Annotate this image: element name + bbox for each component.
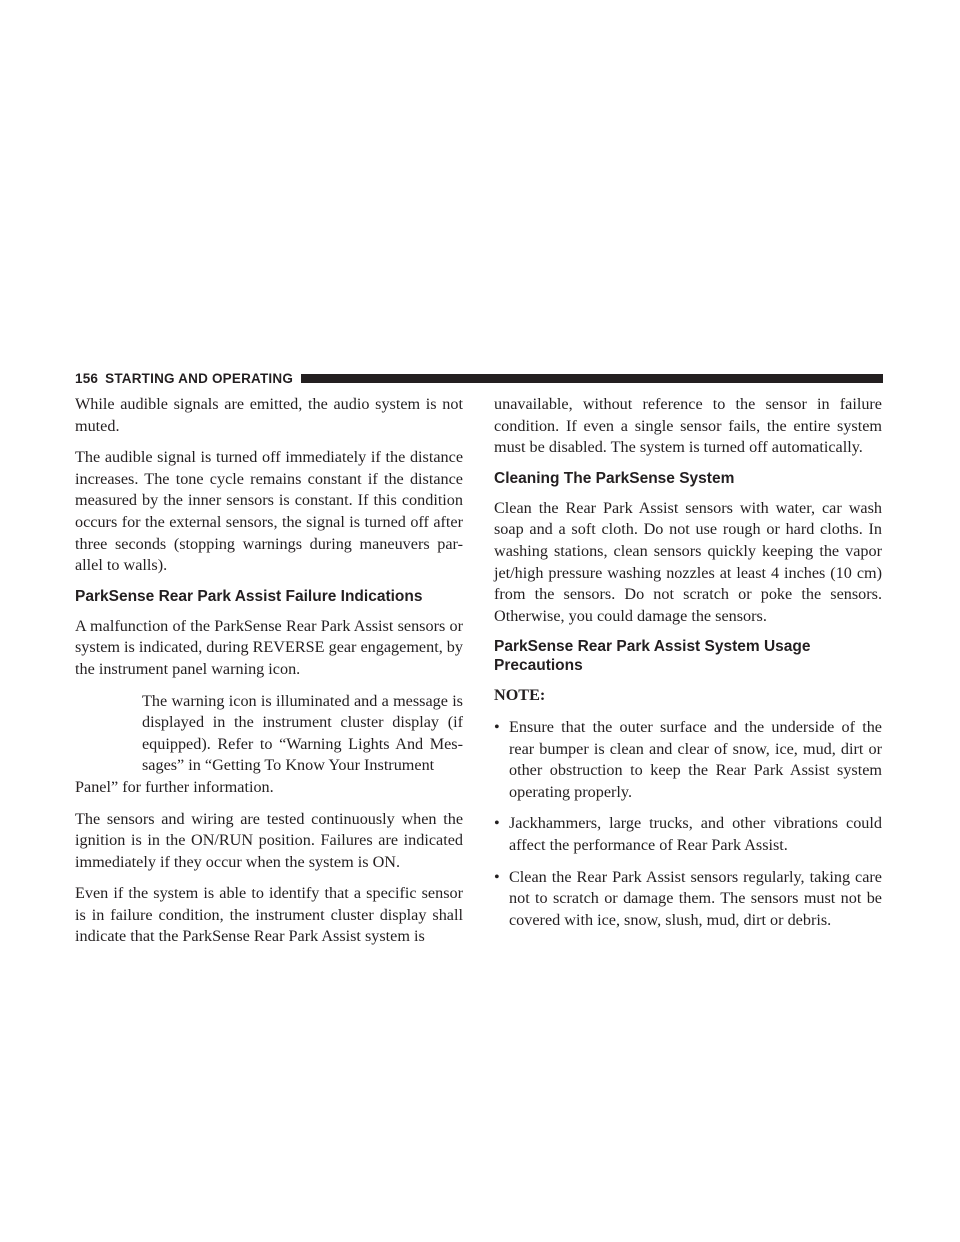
- heading-cleaning: Cleaning The ParkSense System: [494, 469, 735, 487]
- paragraph-malfunction: A malfunction of the ParkSense Rear Park Assist sensors or system is indicated, during REVERSE gear engagement, by the instrument panel warning icon.: [75, 616, 463, 678]
- heading-usage-precautions-line1: ParkSense Rear Park Assist System Usage: [494, 638, 811, 656]
- list-item: [494, 813, 882, 856]
- paragraph-sensor-testing: The sensors and wiring are tested continuously when the ignition is in the ON/RUN position. Failures are indicated immediately if they occur when the system is ON.: [75, 809, 463, 871]
- section-title: STARTING AND OPERATING: [105, 370, 294, 386]
- right-column: [494, 394, 882, 941]
- note-label: NOTE:: [494, 686, 546, 705]
- header-rule: [301, 374, 883, 383]
- bullet-icon: •: [494, 717, 500, 736]
- list-item: [494, 717, 882, 803]
- heading-failure-indications: ParkSense Rear Park Assist Failure Indications: [75, 587, 423, 605]
- heading-usage-precautions-line2: Precautions: [494, 657, 583, 675]
- left-column: [75, 394, 463, 958]
- paragraph-sensor-failure: Even if the system is able to identify that a specific sensor is in failure condition, the instrument cluster display shall indicate that the ParkSense Rear Park Assist system is: [75, 884, 463, 946]
- bullet-icon: •: [494, 814, 500, 833]
- list-item-text: Ensure that the outer surface and the underside of the rear bumper is clean and clear of snow, ice, mud, dirt or other obstruction to keep the Rear Park Assist system operating properly.: [509, 717, 882, 801]
- bullet-icon: •: [494, 867, 500, 886]
- page-header: [75, 368, 883, 388]
- heading-usage-precautions: [494, 637, 882, 675]
- paragraph-audio-muted: While audible signals are emitted, the audio system is not muted.: [75, 395, 463, 435]
- paragraph-warning-icon: The warning icon is illuminated and a message is displayed in the instrument cluster display (if equipped). Refer to “Warning Lights And Mes-sages” in “Getting To Know Your Instrument: [142, 691, 463, 775]
- page-number: 156: [75, 370, 99, 386]
- list-item: [494, 867, 882, 932]
- paragraph-audible-signal: The audible signal is turned off immediately if the distance increases. The tone cycle remains constant if the distance measured by the inner sensors is constant. If this condition occurs for the external sensors, the signal is turned off after three seconds (stopping warnings during maneuvers par-allel to walls).: [75, 448, 463, 575]
- paragraph-unavailable: unavailable, without reference to the sensor in failure condition. If even a single sensor fails, the entire system must be disabled. The system is turned off automatically.: [494, 395, 882, 457]
- list-item-text: Clean the Rear Park Assist sensors regularly, taking care not to scratch or damage them. The sensors must not be covered with ice, snow, slush, mud, dirt or debris.: [509, 867, 882, 929]
- precautions-list: [494, 717, 882, 931]
- paragraph-cleaning: Clean the Rear Park Assist sensors with water, car wash soap and a soft cloth. Do not use rough or hard cloths. In washing stations, clean sensors quickly keeping the vapor jet/high pressure washing nozzles at least 4 inches (10 cm) from the sensors. Do not scratch or poke the sensors. Otherwise, you could damage the sensors.: [494, 498, 882, 625]
- list-item-text: Jackhammers, large trucks, and other vibrations could affect the performance of Rear Park Assist.: [509, 814, 882, 854]
- paragraph-warning-icon-continued: Panel” for further information.: [75, 777, 274, 796]
